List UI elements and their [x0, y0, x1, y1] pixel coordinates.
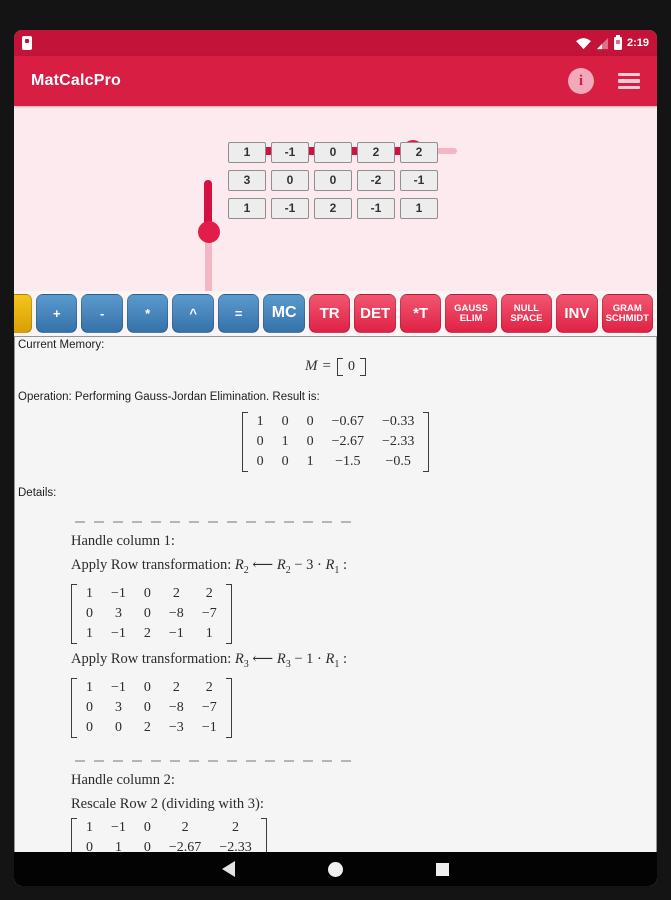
matrix-body [248, 412, 424, 472]
matrix-entry: −7 [201, 699, 217, 715]
app-bar-actions [568, 68, 640, 94]
matrix-entry: 0 [86, 719, 93, 735]
matrix-entry: 0 [143, 819, 151, 835]
matrix-size-panel [14, 106, 657, 291]
matrix-entry: −1 [201, 719, 217, 735]
matrix-entry: 0 [114, 719, 122, 735]
matrix-entry: 2 [205, 585, 213, 601]
matrix-body [77, 818, 261, 852]
matrix-cell-input[interactable]: 0 [314, 142, 352, 163]
button-equals[interactable]: = [218, 294, 259, 333]
matrix-entry: 0 [306, 414, 314, 429]
cellular-signal-icon [596, 37, 609, 50]
matrix [337, 358, 366, 376]
matrix-entry: 0 [143, 605, 151, 621]
step-text: Rescale Row 2 (dividing with 3): [71, 795, 264, 812]
matrix-entry: −0.33 [382, 414, 415, 429]
button-inverse[interactable]: INV [556, 294, 597, 333]
operation-label: Operation: Performing Gauss-Jordan Elimination. Result is: [18, 391, 320, 403]
button-gauss-elim[interactable] [445, 294, 496, 333]
step-text: Apply Row transformation: $R_3$ ⟵ $R_3 - 1 \cdot R_1$ : [71, 650, 347, 670]
matrix-cell-input[interactable]: -1 [357, 198, 395, 219]
status-icons [576, 37, 649, 50]
matrix-entry: −8 [168, 699, 184, 715]
matrix-cell-input[interactable]: 1 [228, 142, 266, 163]
matrix-entry: 1 [86, 819, 93, 835]
matrix-entry: 3 [114, 699, 122, 715]
recents-button[interactable] [436, 863, 449, 876]
matrix [71, 584, 232, 644]
button-label: NULL [513, 302, 540, 314]
matrix-entry: 3 [114, 605, 122, 621]
matrix-entry: −3 [168, 719, 184, 735]
app-bar [14, 56, 657, 106]
matrix-entry: −1 [111, 819, 126, 835]
matrix-cell-input[interactable]: 2 [314, 198, 352, 219]
details-label: Details: [18, 487, 57, 499]
matrix-entry: −1 [111, 625, 126, 641]
matrix-cell-input[interactable]: 0 [314, 170, 352, 191]
matrix-entry: 1 [306, 454, 314, 469]
matrix-entry: −1.5 [335, 454, 361, 469]
status-bar [14, 30, 657, 56]
back-button[interactable] [222, 861, 235, 877]
matrix-entry: 2 [172, 679, 180, 695]
matrix-entry: −2.33 [219, 839, 252, 852]
matrix [71, 818, 267, 852]
matrix-entry: 0 [143, 679, 151, 695]
tablet-screen [14, 30, 657, 886]
matrix-cell-input[interactable]: -1 [400, 170, 438, 191]
matrix-entry: 1 [86, 679, 93, 695]
matrix-entry: 0 [143, 585, 151, 601]
matrix-cell-input[interactable]: 1 [228, 198, 266, 219]
matrix-entry: 2 [181, 819, 189, 835]
matrix-entry: 0 [256, 434, 264, 449]
button-null-space[interactable] [501, 294, 552, 333]
wifi-icon [576, 37, 591, 50]
matrix-entry: −2.33 [382, 434, 415, 449]
button-subtract[interactable]: - [81, 294, 122, 333]
matrix-cell-input[interactable]: 2 [400, 142, 438, 163]
matrix-entry: 0 [86, 699, 93, 715]
info-icon: i [578, 72, 584, 89]
matrix-entry: −7 [201, 605, 217, 621]
menu-button[interactable] [618, 70, 640, 93]
matrix-entry: 0 [347, 359, 355, 374]
button-trace[interactable]: TR [309, 294, 350, 333]
button-label: SCHMIDT [605, 312, 649, 324]
matrix [242, 412, 430, 472]
matrix-entry: 1 [205, 625, 213, 641]
hamburger-icon [618, 86, 640, 90]
matrix-entry: 0 [306, 434, 314, 449]
hamburger-icon [618, 79, 640, 83]
matrix-entry: 1 [256, 414, 264, 429]
matrix-cell-input[interactable]: 0 [271, 170, 309, 191]
matrix-entry: −0.5 [385, 454, 411, 469]
button-add[interactable]: + [36, 294, 77, 333]
matrix-entry: 2 [172, 585, 180, 601]
rows-slider[interactable] [194, 180, 222, 306]
button-transpose[interactable]: *T [400, 294, 441, 333]
bracket-right-icon [423, 412, 429, 472]
matrix-entry: 2 [205, 679, 213, 695]
equals-sign: = [322, 358, 331, 375]
matrix-entry: 1 [281, 434, 289, 449]
matrix-entry: −2.67 [331, 434, 364, 449]
matrix-entry: 0 [281, 454, 289, 469]
matrix-cell-input[interactable]: -2 [357, 170, 395, 191]
memory-matrix [337, 358, 366, 374]
navigation-bar [14, 852, 657, 886]
matrix-entry: 0 [143, 839, 151, 852]
button-memory-clear[interactable]: MC [263, 294, 304, 333]
matrix-cell-input[interactable]: 2 [357, 142, 395, 163]
step-matrix [71, 678, 653, 738]
memory-symbol: M [305, 358, 318, 375]
bracket-right-icon [360, 358, 366, 376]
matrix-body [77, 584, 226, 644]
button-power[interactable]: ^ [172, 294, 213, 333]
matrix-entry: 0 [256, 454, 264, 469]
step-text: Handle column 2: [71, 771, 175, 788]
button-label: ELIM [459, 312, 483, 324]
battery-icon [614, 37, 622, 50]
output-area[interactable] [14, 336, 657, 852]
button-gram-schmidt[interactable] [602, 294, 653, 333]
matrix-entry: 1 [86, 585, 93, 601]
matrix-entry: −1 [111, 679, 126, 695]
matrix-entry: −1 [168, 625, 184, 641]
matrix-entry: 2 [232, 819, 240, 835]
step-text: Apply Row transformation: $R_2$ ⟵ $R_2 - 3 \cdot R_1$ : [71, 557, 347, 576]
button-label: GRAM [612, 302, 642, 314]
current-memory-label: Current Memory: [18, 339, 105, 351]
button-label: GAUSS [454, 302, 488, 314]
matrix-input-grid [228, 142, 438, 219]
hamburger-icon [618, 73, 640, 77]
step-matrix [71, 818, 653, 852]
status-time: 2:19 [626, 37, 649, 49]
matrix-entry: −2.67 [168, 839, 202, 852]
dashed-separator [75, 760, 358, 762]
app-title: MatCalcPro [31, 72, 122, 89]
bracket-right-icon [226, 678, 232, 738]
matrix-body [77, 678, 226, 738]
dashed-separator [75, 521, 358, 523]
matrix-entry: 0 [86, 839, 93, 852]
button-partial-left[interactable] [14, 294, 32, 333]
matrix-entry: 2 [143, 625, 151, 641]
matrix-entry: 1 [114, 839, 122, 852]
matrix-cell-input[interactable]: -1 [271, 198, 309, 219]
memory-formula [18, 358, 653, 376]
bracket-right-icon [261, 818, 267, 852]
matrix-entry: −1 [111, 585, 126, 601]
home-button[interactable] [328, 862, 343, 877]
matrix-entry: 0 [86, 605, 93, 621]
result-matrix-wrap [18, 412, 653, 472]
info-button[interactable] [568, 68, 594, 94]
matrix-cell-input[interactable]: -1 [271, 142, 309, 163]
matrix-entry: 2 [143, 719, 151, 735]
bracket-right-icon [226, 584, 232, 644]
details-steps [18, 521, 653, 852]
notification-icon [22, 36, 32, 50]
matrix-entry: 0 [143, 699, 151, 715]
button-multiply[interactable]: * [127, 294, 168, 333]
matrix-entry: −8 [168, 605, 184, 621]
matrix-cell-input[interactable]: 3 [228, 170, 266, 191]
button-label: SPACE [510, 312, 543, 324]
result-matrix [242, 414, 430, 469]
matrix-entry: 0 [281, 414, 289, 429]
matrix-cell-input[interactable]: 1 [400, 198, 438, 219]
operations-toolbar [14, 291, 657, 336]
slider-thumb[interactable] [198, 221, 220, 243]
step-matrix [71, 584, 653, 644]
matrix-body [343, 358, 360, 376]
step-text: Handle column 1: [71, 533, 175, 549]
button-determinant[interactable]: DET [354, 294, 395, 333]
matrix-entry: 1 [86, 625, 93, 641]
matrix [71, 678, 232, 738]
matrix-entry: −0.67 [331, 414, 364, 429]
